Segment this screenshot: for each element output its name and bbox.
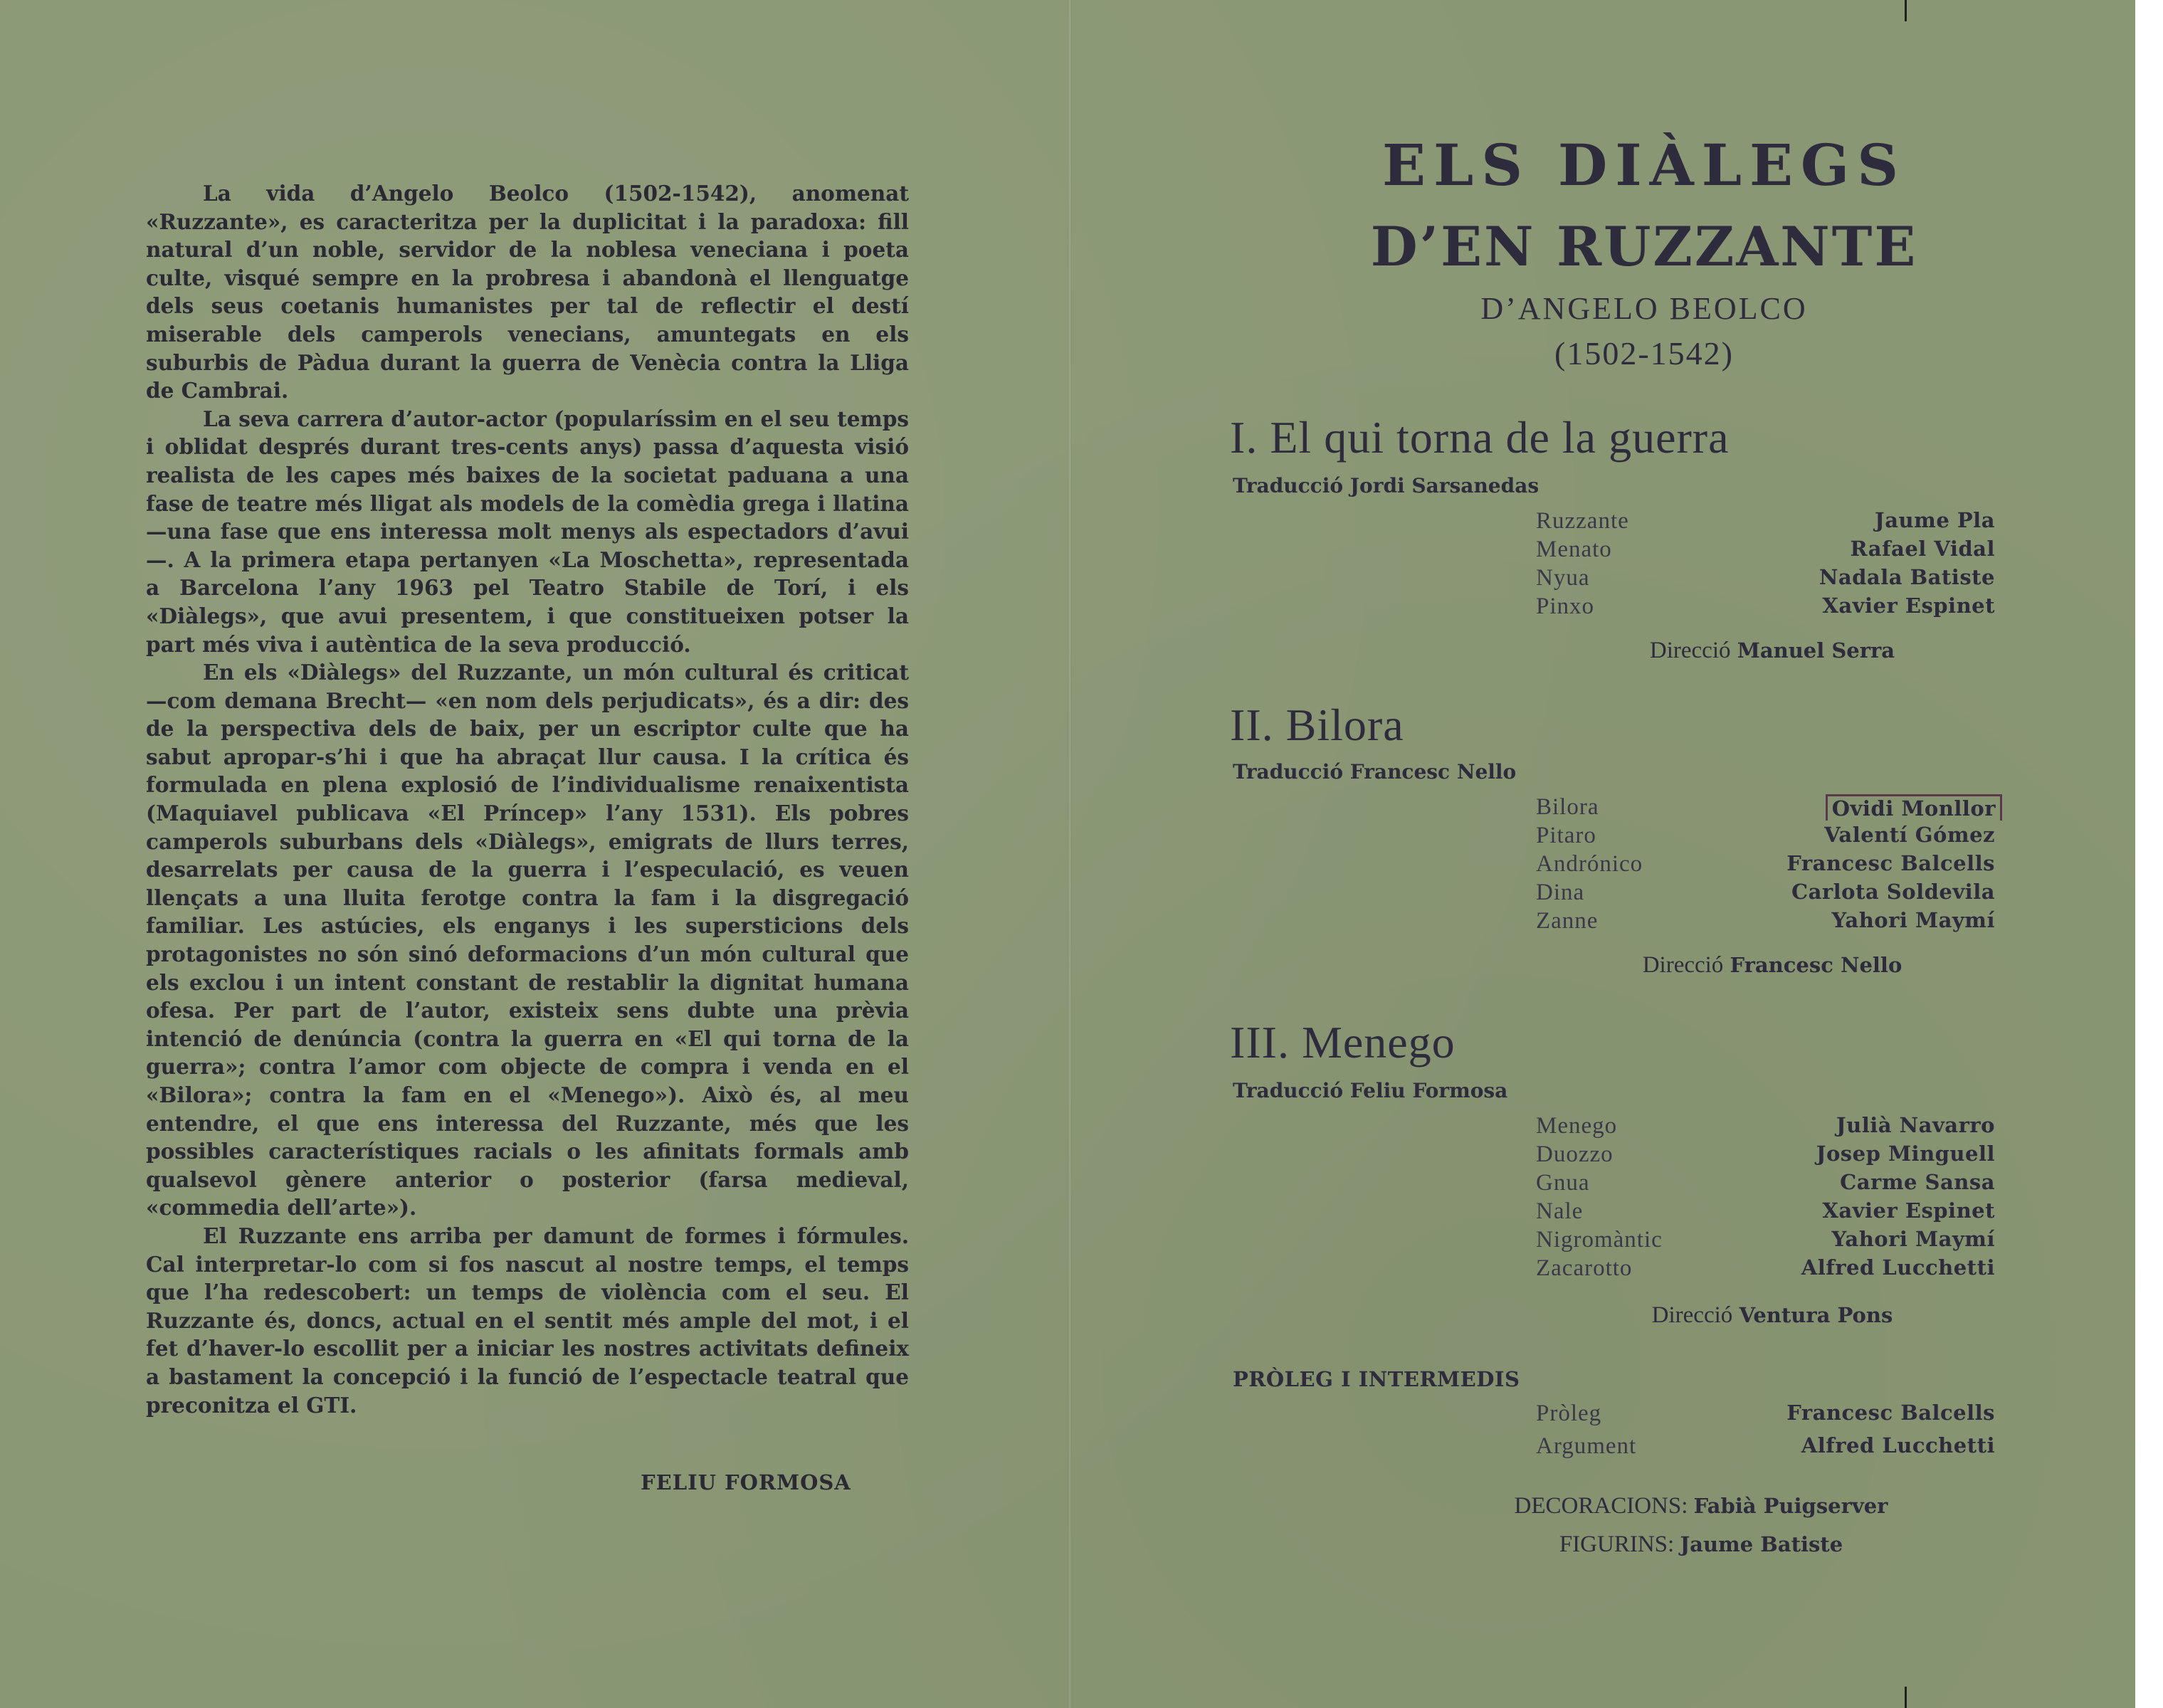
cast-row (1536, 594, 1995, 622)
cast-role: Zacarotto (1536, 1255, 1633, 1281)
essay-paragraph: La vida d’Angelo Beolco (1502-1542), anomenat «Ruzzante», es caracteritza per la duplicitat i la paradoxa: fill natural d’un noble, servidor de la noblesa veneciana i poeta culte, visqué sempre en la probresa i abandonà el llenguatge dels seus coetanis humanistes per tal de reflectir el destí miserable dels camperols venecians, amuntegats en els suburbis de Pàdua durant la guerra de Venècia contra la Lliga de Cambrai. (146, 181, 909, 404)
part-3-cast (1536, 1113, 1995, 1284)
credit-name: Jaume Batiste (1680, 1532, 1843, 1556)
cast-actor: Alfred Lucchetti (1801, 1433, 1995, 1457)
cast-actor: Francesc Balcells (1786, 1401, 1995, 1425)
cast-actor: Francesc Balcells (1786, 851, 1995, 875)
cast-role: Bilora (1536, 794, 1599, 820)
direction-label: Direcció (1649, 638, 1731, 663)
credit-decoracions (1281, 1493, 2121, 1519)
director-name: Ventura Pons (1739, 1303, 1893, 1327)
cast-row (1536, 1198, 1995, 1227)
cast-row (1536, 851, 1995, 880)
cast-actor: Josep Minguell (1816, 1142, 1995, 1166)
cast-role: Gnua (1536, 1170, 1590, 1196)
essay-paragraph: En els «Diàlegs» del Ruzzante, un món cultural és criticat —com demana Brecht— «en nom dels perjudicats», és a dir: des de la perspectiva dels de baix, per un escriptor culte que ha sabut apropar-s’hi i que ha abraçat llur causa. I la crítica és formulada en plena explosió de l’individualisme renaixentista (Maquiavel publicava «El Príncep» l’any 1531). Els pobres camperols suburbans dels «Diàlegs», emigrats de llurs terres, desarrelats per causa de la guerra i l’especulació, es veuen llençats a una lluita ferotge contra la fam i la disgregació familiar. Les astúcies, els enganys i les supersticions dels protagonistes no són sinó deformacions d’un món cultural que els exclou i un intent constant de restablir la dignitat humana ofesa. Per part de l’autor, existeix sens dubte una prèvia intenció de denúncia (contra la guerra en «El qui torna de la guerra»; contra l’amor com objecte de compra i venda en el «Bilora»; contra la fam en el «Menego»). Això és, al meu entendre, el que ens interessa del Ruzzante, més que les possibles característiques racials o les afinitats formals amb qualsevol gènere anterior o posterior (farsa medieval, «commedia dell’arte»). (146, 660, 909, 1221)
cast-actor: Xavier Espinet (1822, 1198, 1995, 1223)
direction-label: Direcció (1651, 1302, 1733, 1328)
cast-role: Andrónico (1536, 851, 1643, 877)
cast-row (1536, 1142, 1995, 1170)
cast-actor: Xavier Espinet (1822, 594, 1995, 618)
part-1-translation: Traducció Jordi Sarsanedas (1233, 474, 1540, 497)
cast-actor-marked: Ovidi Monllor (1826, 794, 2002, 821)
part-3-title: III. Menego (1230, 1017, 1456, 1068)
essay-text (146, 179, 909, 1419)
cast-actor: Carme Sansa (1840, 1170, 1995, 1194)
cast-row (1536, 1227, 1995, 1255)
cast-role: Argument (1536, 1433, 1637, 1459)
part-2-title: II. Bilora (1230, 700, 1404, 750)
director-name: Francesc Nello (1730, 953, 1903, 977)
cast-row (1536, 508, 1995, 537)
essay-paragraph: El Ruzzante ens arriba per damunt de formes i fórmules. Cal interpretar-lo com si fos nascut al nostre temps, el temps que l’ha redescobert: un temps de violència com el seu. El Ruzzante és, doncs, actual en el sentit més ample del mot, i el fet d’haver-lo escollit per a iniciar les nostres activitats defineix a bastament la concepció i la funció de l’espectacle teatral que preconitza el GTI. (146, 1223, 909, 1418)
cast-role: Dina (1536, 880, 1585, 905)
proleg-cast (1536, 1401, 1995, 1462)
credit-name: Fabià Puigserver (1693, 1494, 1888, 1518)
center-fold (1068, 0, 1072, 1708)
credit-figurins (1281, 1532, 2121, 1558)
trim-mark-bottom (1905, 1687, 1907, 1708)
essay-paragraph: La seva carrera d’autor-actor (popularíssim en el seu temps i oblidat després durant tres-cents anys) passa d’aquesta visió realista de les capes més baixes de la societat paduana a una fase de teatre més lligat als models de la comèdia grega i llatina —una fase que ens interessa molt menys als espectadors d’avui—. A la primera etapa pertanyen «La Moschetta», representada a Barcelona l’any 1963 pel Teatro Stabile de Torí, i els «Diàlegs», que avui presentem, i que constitueixen potser la part més viva i autèntica de la seva producció. (146, 406, 909, 657)
cast-row (1536, 794, 1995, 823)
cast-role: Zanne (1536, 908, 1599, 934)
play-author: D’ANGELO BEOLCO (1480, 291, 1808, 326)
cast-actor: Rafael Vidal (1850, 537, 1995, 561)
cast-row (1536, 1113, 1995, 1142)
part-3-translation: Traducció Feliu Formosa (1233, 1079, 1508, 1102)
cast-actor: Nadala Batiste (1819, 565, 1995, 589)
direction-label: Direcció (1642, 952, 1724, 978)
cast-role: Menego (1536, 1113, 1618, 1139)
cast-row (1536, 1170, 1995, 1198)
cast-role: Duozzo (1536, 1142, 1614, 1167)
play-title-line-2: D’EN RUZZANTE (1370, 215, 1918, 278)
cast-role: Nyua (1536, 565, 1590, 591)
cast-role: Nale (1536, 1198, 1584, 1224)
cast-actor: Alfred Lucchetti (1801, 1255, 1995, 1280)
credit-label: FIGURINS: (1559, 1532, 1675, 1557)
trim-mark-top (1905, 0, 1907, 21)
cast-row (1536, 1433, 1995, 1462)
part-1-title: I. El qui torna de la guerra (1230, 412, 1730, 463)
proleg-heading: PRÒLEG I INTERMEDIS (1233, 1367, 1520, 1391)
part-1-cast (1536, 508, 1995, 622)
cast-row (1536, 537, 1995, 565)
part-2-translation: Traducció Francesc Nello (1233, 760, 1517, 784)
cast-role: Menato (1536, 537, 1612, 562)
cast-actor: Julià Navarro (1836, 1113, 1995, 1137)
cast-actor: Yahori Maymí (1831, 1227, 1995, 1251)
cast-actor: Valentí Gómez (1824, 823, 1995, 847)
cast-actor: Carlota Soldevila (1791, 880, 1995, 904)
cast-role: Pitaro (1536, 823, 1596, 848)
cast-role: Nigromàntic (1536, 1227, 1663, 1253)
essay-signature: FELIU FORMOSA (641, 1470, 851, 1494)
cast-role: Ruzzante (1536, 508, 1629, 534)
cast-row (1536, 823, 1995, 851)
cast-row (1536, 880, 1995, 908)
director-name: Manuel Serra (1737, 638, 1895, 663)
cast-row (1536, 565, 1995, 594)
part-2-direction (1537, 952, 2007, 979)
cast-role: Pròleg (1536, 1401, 1602, 1426)
cast-actor: Yahori Maymí (1831, 908, 1995, 932)
play-years: (1502-1542) (1554, 335, 1734, 371)
cast-row (1536, 908, 1995, 937)
cast-row (1536, 1401, 1995, 1433)
credit-label: DECORACIONS: (1514, 1493, 1688, 1519)
part-2-cast (1536, 794, 1995, 937)
cast-actor: Jaume Pla (1875, 508, 1995, 532)
play-title-line-1: ELS DIÀLEGS (1382, 132, 1907, 199)
part-3-direction (1537, 1302, 2007, 1329)
cast-role: Pinxo (1536, 594, 1595, 619)
part-1-direction (1537, 638, 2007, 664)
cast-row (1536, 1255, 1995, 1284)
